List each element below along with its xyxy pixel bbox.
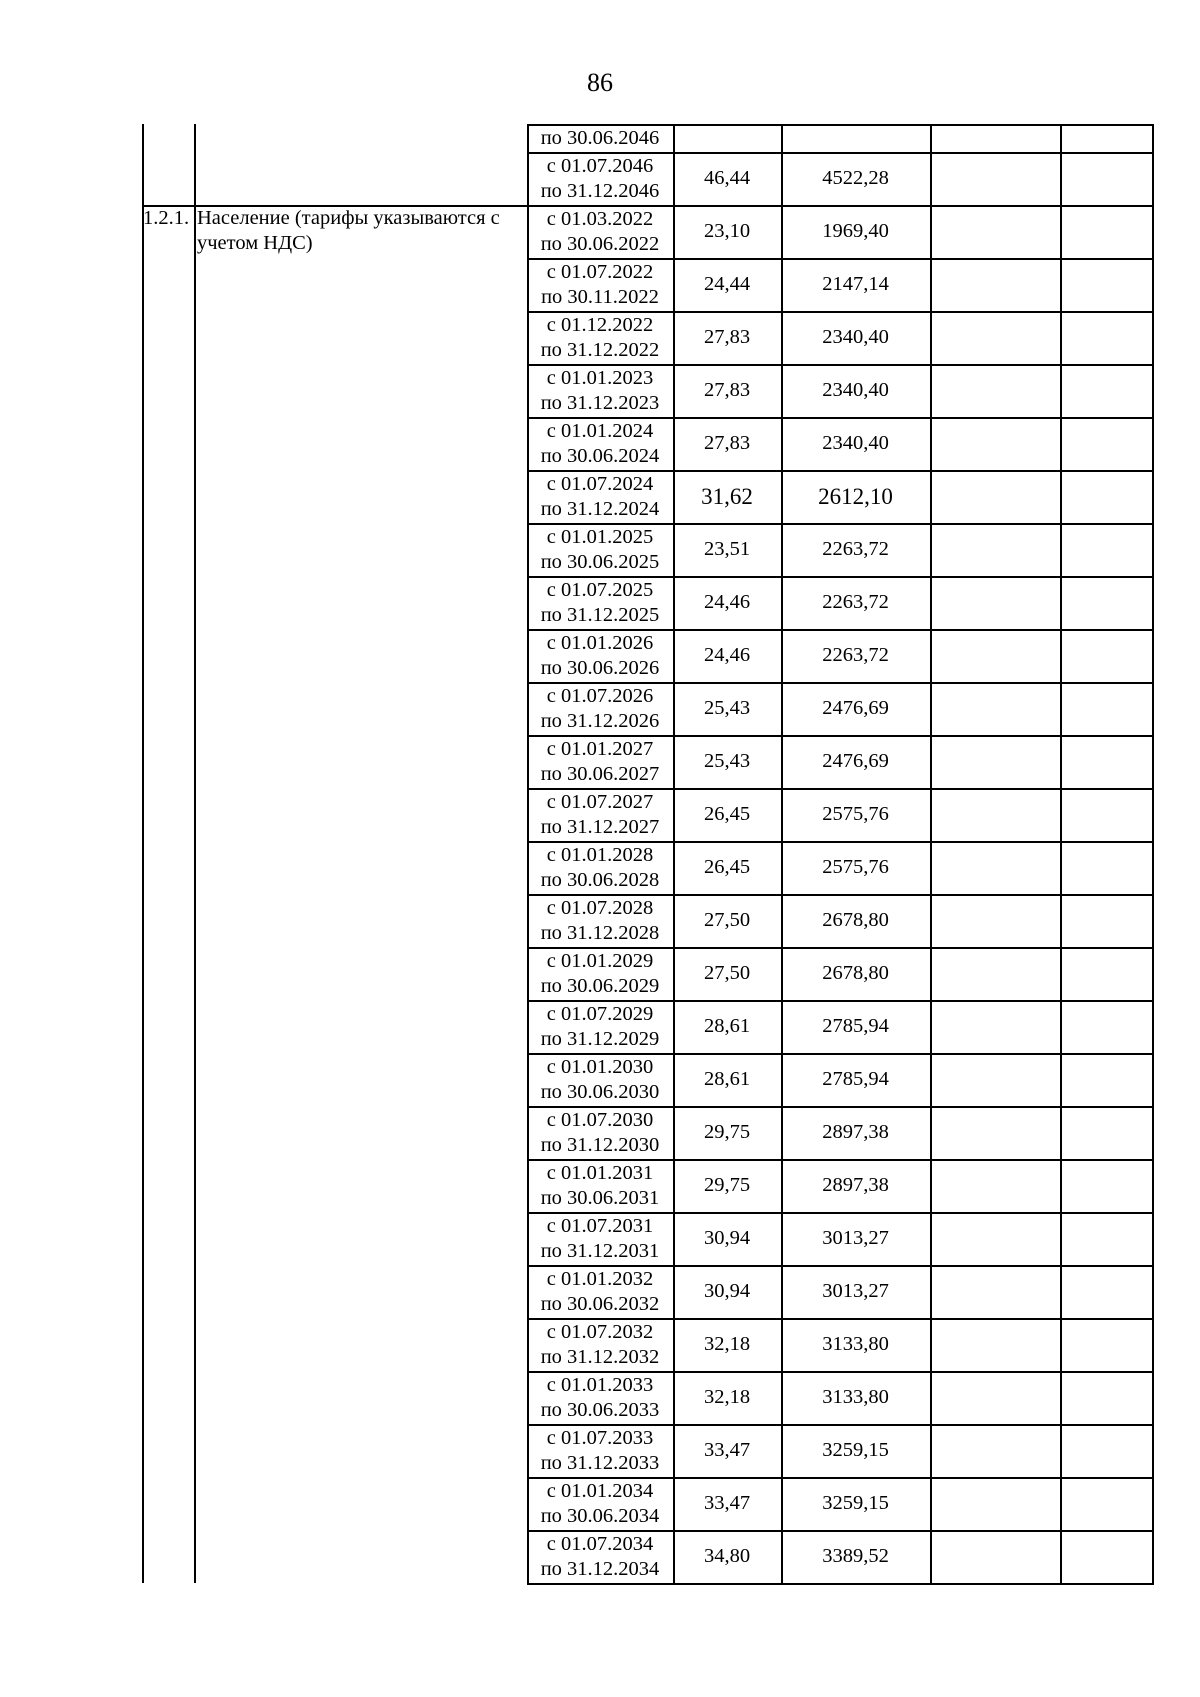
tariff-value-gcal-cell: 2785,94 — [822, 1068, 889, 1090]
period-from: с 01.01.2032 — [546, 1267, 654, 1290]
tariff-value-cell: 26,45 — [703, 856, 751, 878]
period-to: по 30.06.2046 — [540, 126, 660, 149]
period-cell — [527, 1477, 673, 1530]
tariff-value-gcal-cell: 2263,72 — [822, 538, 889, 560]
period-to: по 30.06.2026 — [540, 656, 660, 679]
period-from: с 01.07.2030 — [546, 1108, 654, 1131]
tariff-value-gcal-cell: 4522,28 — [822, 167, 889, 189]
period-cell — [527, 629, 673, 682]
tariff-value-cell: 27,83 — [703, 432, 751, 454]
period-cell — [527, 788, 673, 841]
period-to: по 30.06.2022 — [540, 232, 660, 255]
period-cell — [527, 417, 673, 470]
period-from: с 01.07.2025 — [546, 578, 654, 601]
tariff-value-gcal-cell: 2147,14 — [822, 273, 889, 295]
tariff-value-cell: 28,61 — [703, 1015, 751, 1037]
tariff-value-gcal-cell: 3389,52 — [822, 1545, 889, 1567]
tariff-value-gcal-cell: 2897,38 — [822, 1174, 889, 1196]
period-to: по 30.06.2033 — [540, 1398, 660, 1421]
tariff-value-gcal-cell: 2612,10 — [818, 483, 893, 509]
period-from: с 01.07.2024 — [546, 472, 654, 495]
period-from: с 01.01.2027 — [546, 737, 654, 760]
period-to: по 30.06.2030 — [540, 1080, 660, 1103]
period-cell — [527, 1424, 673, 1477]
tariff-value-gcal-cell: 2575,76 — [822, 803, 889, 825]
period-cell — [527, 894, 673, 947]
tariff-value-cell: 27,83 — [703, 326, 751, 348]
tariff-value-cell: 30,94 — [703, 1227, 751, 1249]
period-to: по 31.12.2022 — [540, 338, 660, 361]
period-cell — [527, 152, 673, 205]
period-from: с 01.12.2022 — [546, 313, 654, 336]
tariff-value-cell: 27,50 — [703, 962, 751, 984]
tariff-value-cell: 46,44 — [703, 167, 751, 189]
tariff-value-cell: 25,43 — [703, 697, 751, 719]
tariff-value-cell: 25,43 — [703, 750, 751, 772]
period-cell — [527, 1318, 673, 1371]
period-cell — [527, 311, 673, 364]
tariff-value-cell — [673, 124, 781, 152]
tariff-value-cell: 32,18 — [703, 1333, 751, 1355]
tariff-value-cell: 29,75 — [703, 1174, 751, 1196]
tariff-value-gcal-cell: 2678,80 — [822, 909, 889, 931]
tariff-value-gcal-cell: 3133,80 — [822, 1386, 889, 1408]
period-cell — [527, 947, 673, 1000]
period-from: с 01.07.2028 — [546, 896, 654, 919]
period-from: с 01.07.2026 — [546, 684, 654, 707]
tariff-value-gcal-cell: 2263,72 — [822, 591, 889, 613]
tariff-value-cell: 23,51 — [703, 538, 751, 560]
period-to: по 31.12.2025 — [540, 603, 660, 626]
tariff-value-gcal-cell: 2897,38 — [822, 1121, 889, 1143]
period-from: с 01.01.2031 — [546, 1161, 654, 1184]
period-from: с 01.01.2034 — [546, 1479, 654, 1502]
period-cell — [527, 1371, 673, 1424]
period-to: по 31.12.2046 — [540, 179, 660, 202]
period-to: по 30.06.2027 — [540, 762, 660, 785]
period-cell — [527, 735, 673, 788]
column-line — [1152, 124, 1154, 1583]
tariff-value-cell: 33,47 — [703, 1439, 751, 1461]
tariff-value-gcal-cell: 2476,69 — [822, 697, 889, 719]
period-to: по 31.12.2031 — [540, 1239, 660, 1262]
tariff-value-cell: 24,44 — [703, 273, 751, 295]
tariff-value-gcal-cell: 3259,15 — [822, 1439, 889, 1461]
tariff-value-gcal-cell: 2575,76 — [822, 856, 889, 878]
section-label-line1: Население (тарифы указываются с — [197, 207, 500, 229]
column-line — [1060, 124, 1062, 1583]
period-from: с 01.03.2022 — [546, 207, 654, 230]
period-cell — [527, 682, 673, 735]
period-cell — [527, 364, 673, 417]
row-line — [527, 1583, 1154, 1585]
period-cell — [527, 470, 673, 523]
period-to: по 30.06.2024 — [540, 444, 660, 467]
period-to: по 31.12.2034 — [540, 1557, 660, 1580]
tariff-value-cell: 28,61 — [703, 1068, 751, 1090]
period-from: с 01.01.2024 — [546, 419, 654, 442]
tariff-value-cell: 27,83 — [703, 379, 751, 401]
period-from: с 01.07.2031 — [546, 1214, 654, 1237]
period-cell — [527, 1106, 673, 1159]
period-from: с 01.07.2032 — [546, 1320, 654, 1343]
period-to: по 31.12.2028 — [540, 921, 660, 944]
tariff-value-cell: 24,46 — [703, 591, 751, 613]
period-from: с 01.07.2046 — [546, 154, 654, 177]
tariff-value-cell: 27,50 — [703, 909, 751, 931]
period-to: по 30.06.2025 — [540, 550, 660, 573]
period-to: по 31.12.2024 — [540, 497, 660, 520]
period-to: по 31.12.2030 — [540, 1133, 660, 1156]
tariff-value-cell: 24,46 — [703, 644, 751, 666]
period-to: по 31.12.2023 — [540, 391, 660, 414]
period-to: по 30.06.2029 — [540, 974, 660, 997]
tariff-value-cell: 29,75 — [703, 1121, 751, 1143]
period-from: с 01.01.2028 — [546, 843, 654, 866]
period-from: с 01.01.2030 — [546, 1055, 654, 1078]
tariff-value-gcal-cell: 2678,80 — [822, 962, 889, 984]
code-column-line — [194, 124, 196, 1583]
tariff-value-gcal-cell: 3133,80 — [822, 1333, 889, 1355]
period-from: с 01.01.2026 — [546, 631, 654, 654]
period-from: с 01.01.2033 — [546, 1373, 654, 1396]
period-cell — [527, 576, 673, 629]
period-to: по 30.06.2028 — [540, 868, 660, 891]
tariff-value-gcal-cell: 3259,15 — [822, 1492, 889, 1514]
period-from: с 01.07.2033 — [546, 1426, 654, 1449]
tariff-value-gcal-cell: 2340,40 — [822, 432, 889, 454]
tariff-value-gcal-cell: 2263,72 — [822, 644, 889, 666]
tariff-value-cell: 26,45 — [703, 803, 751, 825]
period-from: с 01.07.2034 — [546, 1532, 654, 1555]
period-from: с 01.07.2022 — [546, 260, 654, 283]
tariff-value-gcal-cell: 2476,69 — [822, 750, 889, 772]
period-to: по 31.12.2027 — [540, 815, 660, 838]
period-to: по 31.12.2032 — [540, 1345, 660, 1368]
period-cell — [527, 1159, 673, 1212]
tariff-value-gcal-cell: 2785,94 — [822, 1015, 889, 1037]
period-from: с 01.01.2025 — [546, 525, 654, 548]
period-to: по 30.06.2034 — [540, 1504, 660, 1527]
tariff-value-gcal-cell — [781, 124, 930, 152]
period-to: по 31.12.2029 — [540, 1027, 660, 1050]
period-to: по 30.06.2032 — [540, 1292, 660, 1315]
tariff-value-cell: 23,10 — [703, 220, 751, 242]
tariff-value-cell: 30,94 — [703, 1280, 751, 1302]
period-cell — [527, 1000, 673, 1053]
tariff-value-gcal-cell: 2340,40 — [822, 379, 889, 401]
period-cell — [527, 841, 673, 894]
column-line — [930, 124, 932, 1583]
period-from: с 01.01.2029 — [546, 949, 654, 972]
period-cell — [527, 124, 673, 152]
tariff-value-gcal-cell: 1969,40 — [822, 220, 889, 242]
period-cell — [527, 1212, 673, 1265]
tariff-value-gcal-cell: 3013,27 — [822, 1227, 889, 1249]
period-to: по 31.12.2026 — [540, 709, 660, 732]
period-to: по 30.06.2031 — [540, 1186, 660, 1209]
period-cell — [527, 1053, 673, 1106]
tariff-value-gcal-cell: 3013,27 — [822, 1280, 889, 1302]
period-cell — [527, 523, 673, 576]
period-to: по 30.11.2022 — [541, 285, 659, 308]
period-cell — [527, 1530, 673, 1583]
period-cell — [527, 258, 673, 311]
section-label-line2: учетом НДС) — [197, 232, 313, 254]
period-from: с 01.01.2023 — [546, 366, 654, 389]
period-from: с 01.07.2029 — [546, 1002, 654, 1025]
period-from: с 01.07.2027 — [546, 790, 654, 813]
period-cell — [527, 205, 673, 258]
tariff-value-cell: 31,62 — [701, 483, 753, 509]
tariff-value-cell: 33,47 — [703, 1492, 751, 1514]
section-code: 1.2.1. — [143, 207, 190, 229]
period-to: по 31.12.2033 — [540, 1451, 660, 1474]
tariff-value-gcal-cell: 2340,40 — [822, 326, 889, 348]
tariff-value-cell: 34,80 — [703, 1545, 751, 1567]
page-number: 86 — [587, 68, 613, 97]
tariff-value-cell: 32,18 — [703, 1386, 751, 1408]
left-border-line — [142, 124, 144, 1583]
period-cell — [527, 1265, 673, 1318]
